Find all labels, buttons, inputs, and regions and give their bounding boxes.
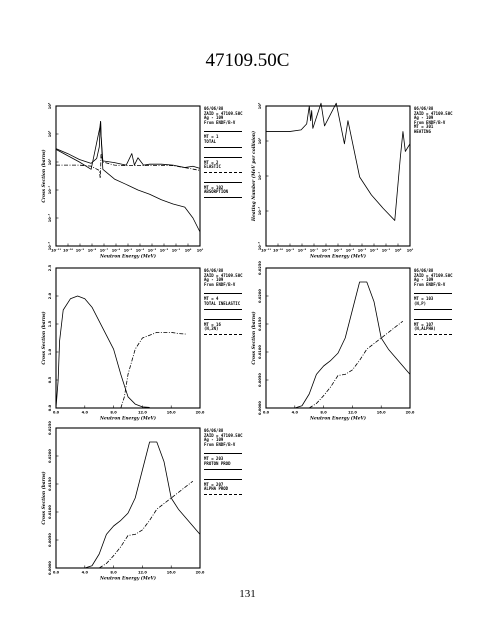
x-tick-label: 10⁻⁵ bbox=[333, 248, 343, 253]
legend-header-line: From ENDF/B-V bbox=[204, 441, 236, 447]
x-tick-label: 0.0 bbox=[262, 410, 270, 415]
y-tick-label: 1.5 bbox=[48, 320, 52, 328]
x-tick-label: 10⁻¹ bbox=[171, 248, 181, 253]
x-tick-label: 10⁻⁸ bbox=[87, 248, 97, 253]
legend-header-line: ZAID = 47109.50C bbox=[414, 110, 453, 116]
y-axis-label: Cross Section (barns) bbox=[42, 311, 47, 365]
x-axis-label: Neutron Energy (MeV) bbox=[100, 254, 156, 260]
y-tick-label: 10⁻³ bbox=[48, 213, 52, 223]
chart-legend bbox=[414, 107, 453, 135]
x-tick-label: 10⁻² bbox=[369, 248, 379, 253]
x-tick-label: 10⁻⁶ bbox=[111, 248, 121, 253]
legend-header-line: Ag - 109 bbox=[204, 437, 224, 443]
x-tick-label: 8.0 bbox=[320, 410, 327, 415]
x-tick-label: 4.0 bbox=[81, 570, 88, 575]
x-tick-label: 10⁻³ bbox=[357, 248, 367, 253]
x-tick-label: 12.0 bbox=[137, 410, 147, 415]
series-line-0 bbox=[266, 103, 410, 220]
chart-panel-proton-alpha bbox=[34, 421, 243, 592]
y-tick-label: 0.0 bbox=[48, 404, 52, 412]
y-tick-label: 0.0250 bbox=[48, 421, 52, 435]
y-tick-label: 10¹ bbox=[258, 137, 262, 145]
x-tick-label: 10⁻¹⁰ bbox=[62, 248, 74, 253]
x-tick-label: 10⁰ bbox=[184, 248, 192, 253]
legend-header-line: From ENDF/B-V bbox=[414, 119, 446, 125]
y-tick-label: 10³ bbox=[48, 130, 52, 138]
x-tick-label: 10⁻¹¹ bbox=[260, 248, 272, 253]
x-axis-label: Neutron Energy (MeV) bbox=[100, 576, 156, 582]
chart-panel-heating bbox=[244, 100, 453, 270]
series-line-1 bbox=[99, 481, 193, 568]
x-tick-label: 10¹ bbox=[196, 248, 204, 253]
x-tick-label: 10⁻⁴ bbox=[135, 248, 145, 253]
y-tick-label: 10⁻⁵ bbox=[258, 241, 262, 251]
series-line-0 bbox=[85, 442, 200, 568]
x-tick-label: 10⁻¹¹ bbox=[50, 248, 62, 253]
y-tick-label: 0.0100 bbox=[258, 345, 262, 359]
chart-legend bbox=[414, 269, 453, 338]
legend-entry: MT = 16 (N,2N) bbox=[204, 321, 221, 332]
x-tick-label: 10⁻⁶ bbox=[321, 248, 331, 253]
y-axis-label: Cross Section (barns) bbox=[42, 149, 47, 203]
series-line-1 bbox=[309, 321, 403, 408]
legend-header-line: ZAID = 47109.50C bbox=[204, 272, 243, 278]
x-tick-label: 10⁻⁷ bbox=[99, 248, 109, 253]
x-tick-label: 4.0 bbox=[291, 410, 298, 415]
y-tick-label: 2.0 bbox=[48, 292, 52, 300]
legend-header-line: From ENDF/B-V bbox=[204, 119, 236, 125]
y-tick-label: 10⁻³ bbox=[258, 206, 262, 216]
x-tick-label: 10⁻¹ bbox=[381, 248, 391, 253]
x-axis-label: Neutron Energy (MeV) bbox=[310, 254, 366, 260]
legend-header-line: From ENDF/B-V bbox=[414, 281, 446, 287]
page-number: 131 bbox=[239, 588, 256, 600]
y-tick-label: 10³ bbox=[258, 102, 262, 110]
y-tick-label: 0.0250 bbox=[258, 261, 262, 275]
legend-header-line: HEATING bbox=[414, 128, 431, 134]
legend-entry: MT = 203 PROTON PROD bbox=[204, 456, 231, 466]
y-tick-label: 0.0150 bbox=[258, 317, 262, 331]
y-tick-label: 0.0150 bbox=[48, 477, 52, 491]
y-tick-label: 10⁵ bbox=[48, 102, 52, 110]
plot-frame bbox=[266, 106, 410, 246]
y-tick-label: 1.0 bbox=[48, 348, 52, 356]
series-line-0 bbox=[295, 282, 410, 408]
y-axis-label: Cross Section (barns) bbox=[42, 471, 47, 525]
plot-frame bbox=[266, 268, 410, 408]
y-tick-label: 0.0200 bbox=[258, 289, 262, 303]
y-tick-label: 2.5 bbox=[48, 264, 52, 272]
x-tick-label: 20.0 bbox=[195, 570, 205, 575]
legend-entry: MT = 4 TOTAL INELASTIC bbox=[204, 296, 241, 306]
legend-header-line: ZAID = 47109.50C bbox=[204, 110, 243, 116]
series-line-2 bbox=[56, 121, 200, 232]
x-tick-label: 16.0 bbox=[166, 570, 176, 575]
y-tick-label: 10¹ bbox=[48, 158, 52, 166]
chart-panel-inelastic bbox=[34, 262, 243, 432]
y-tick-label: 10⁻¹ bbox=[48, 185, 52, 195]
plot-frame bbox=[56, 268, 200, 408]
x-tick-label: 10⁻⁵ bbox=[123, 248, 133, 253]
legend-header-line: Ag - 109 bbox=[204, 115, 224, 121]
legend-header-line: Ag - 109 bbox=[414, 277, 434, 283]
x-tick-label: 8.0 bbox=[110, 570, 117, 575]
chart-panel-np bbox=[244, 261, 453, 432]
page-title: 47109.50C bbox=[205, 50, 290, 71]
legend-header-line: 06/06/88 bbox=[204, 268, 224, 273]
chart-panel-total bbox=[34, 100, 243, 270]
x-tick-label: 12.0 bbox=[137, 570, 147, 575]
legend-header-line: 06/06/88 bbox=[414, 268, 434, 273]
x-axis-label: Neutron Energy (MeV) bbox=[310, 416, 366, 422]
y-tick-label: 0.0050 bbox=[48, 533, 52, 547]
plot-frame bbox=[56, 428, 200, 568]
x-tick-label: 0.0 bbox=[52, 410, 60, 415]
legend-header-line: From ENDF/B-V bbox=[204, 281, 236, 287]
chart-legend bbox=[204, 107, 243, 201]
x-tick-label: 10⁻² bbox=[159, 248, 169, 253]
legend-header-line: 06/06/88 bbox=[204, 106, 224, 111]
legend-header-line: Ag - 109 bbox=[204, 277, 224, 283]
legend-entry: MT = 2 ELASTIC bbox=[204, 159, 221, 170]
x-tick-label: 10⁻⁴ bbox=[345, 248, 355, 253]
legend-header-line: ZAID = 47109.50C bbox=[204, 432, 243, 438]
y-axis-label: Heating Number (MeV per collision) bbox=[252, 130, 257, 222]
x-tick-label: 10⁰ bbox=[394, 248, 402, 253]
y-tick-label: 10⁻¹ bbox=[258, 171, 262, 181]
x-tick-label: 10¹ bbox=[406, 248, 414, 253]
y-tick-label: 0.0200 bbox=[48, 449, 52, 463]
legend-entry: MT = 103 (N,P) bbox=[414, 296, 434, 306]
chart-legend bbox=[204, 269, 243, 338]
y-tick-label: 10⁻⁵ bbox=[48, 241, 52, 251]
y-tick-label: 0.0000 bbox=[48, 561, 52, 575]
x-tick-label: 8.0 bbox=[110, 410, 117, 415]
x-tick-label: 20.0 bbox=[195, 410, 205, 415]
legend-header-line: Ag - 109 bbox=[414, 115, 434, 121]
series-line-0 bbox=[56, 296, 150, 408]
x-tick-label: 10⁻¹⁰ bbox=[272, 248, 284, 253]
y-tick-label: 0.0000 bbox=[258, 401, 262, 415]
legend-entry: MT = 102 ABSORPTION bbox=[204, 184, 229, 195]
x-tick-label: 10⁻⁸ bbox=[297, 248, 307, 253]
x-tick-label: 20.0 bbox=[405, 410, 415, 415]
legend-header-line: MT = 301 bbox=[414, 124, 434, 130]
series-line-1 bbox=[121, 332, 186, 408]
legend-entry: MT = 1 TOTAL bbox=[204, 134, 219, 144]
x-tick-label: 10⁻⁹ bbox=[75, 248, 85, 253]
legend-entry: MT = 207 ALPHA PROD bbox=[204, 481, 229, 492]
legend-header-line: 06/06/88 bbox=[414, 106, 434, 111]
x-tick-label: 16.0 bbox=[376, 410, 386, 415]
y-tick-label: 0.0100 bbox=[48, 505, 52, 519]
plot-frame bbox=[56, 106, 200, 246]
x-axis-label: Neutron Energy (MeV) bbox=[100, 416, 156, 422]
legend-entry: MT = 107 (N,ALPHA) bbox=[414, 321, 436, 332]
x-tick-label: 0.0 bbox=[52, 570, 60, 575]
x-tick-label: 10⁻⁹ bbox=[285, 248, 295, 253]
x-tick-label: 10⁻⁷ bbox=[309, 248, 319, 253]
legend-header-line: 06/06/88 bbox=[204, 428, 224, 433]
x-tick-label: 4.0 bbox=[81, 410, 88, 415]
y-tick-label: 0.5 bbox=[48, 376, 52, 384]
y-tick-label: 0.0050 bbox=[258, 373, 262, 387]
x-tick-label: 10⁻³ bbox=[147, 248, 157, 253]
x-tick-label: 16.0 bbox=[166, 410, 176, 415]
y-axis-label: Cross Section (barns) bbox=[252, 311, 257, 365]
chart-legend bbox=[204, 429, 243, 498]
x-tick-label: 12.0 bbox=[347, 410, 357, 415]
legend-header-line: ZAID = 47109.50C bbox=[414, 272, 453, 278]
